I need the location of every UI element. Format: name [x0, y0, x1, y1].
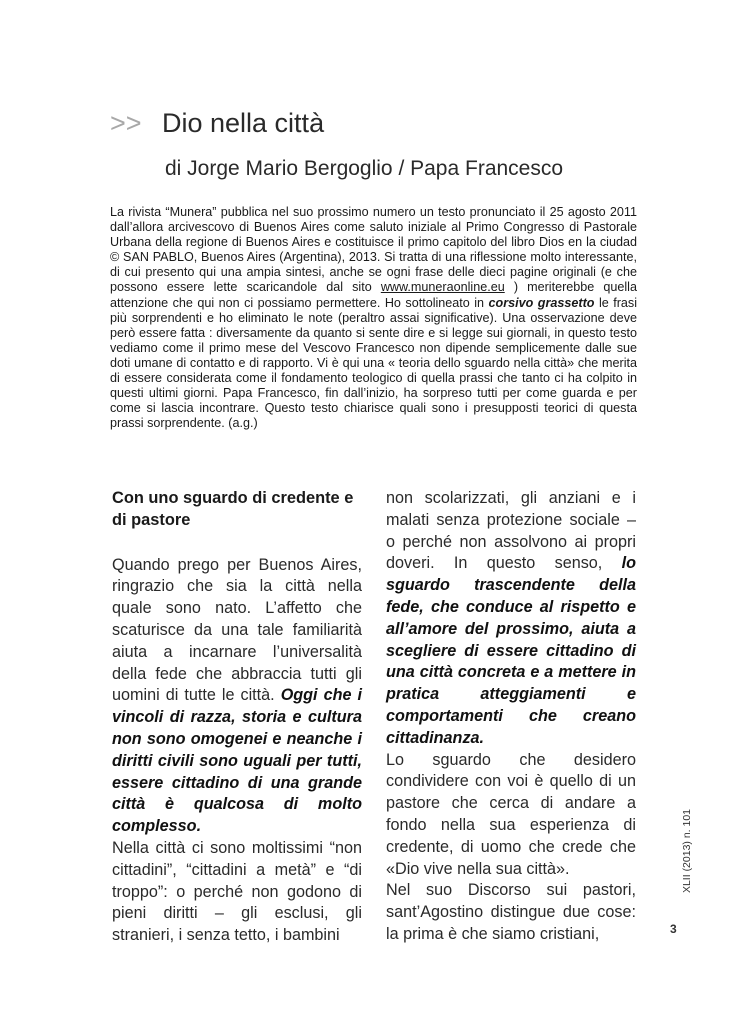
website-link[interactable]: www.muneraonline.eu	[380, 280, 505, 295]
intro-text-part-b: ) meriterebbe quella attenzione che qui non ci possiamo permettere. Ho sottolineato in	[110, 280, 637, 310]
left-bold-italic: Oggi che i vincoli di razza, storia e cultura non sono omogenei e neanche i diritti civili sono uguali per tutti, essere cittadino di una grande città è qualcosa di molto complesso.	[112, 686, 362, 836]
intro-paragraph	[110, 205, 637, 431]
issue-label	[676, 800, 696, 910]
right-paragraph-3: Nel suo Discorso sui pastori, sant’Agostino distingue due cose: la prima è che siamo cristiani,	[386, 881, 636, 943]
left-paragraph-2: Nella città ci sono moltissimi “non cittadini”, “cittadini a metà” e “di troppo”: o perché non godono di pieni diritti – gli esclusi, gli stranieri, i senza tetto, i bambini	[112, 838, 362, 945]
intro-emphasis: corsivo grassetto	[488, 295, 595, 310]
intro-text-part-c: le frasi più sorprendenti e ho eliminato le note (peraltro assai significative). Una osservazione deve però essere fatta : diversamente da quanto si sente dire e si legge sui giornali, in questo testo vediamo come il primo mese del Vescovo Francesco non dipende semplicemente dalle sue doti umane di contatto e di rapporto. Vi è qui una « teoria dello sguardo nella città» che merita di essere considerata come il fondamento teologico di quella prassi che tanto ci ha colpito in questi ultimi giorni. Papa Francesco, fin dall’inizio, ha sorpreso tutti per come guarda e per come si lascia incontrare. Questo testo chiarisce quali sono i presupposti teorici di questa prassi sorprendente. (a.g.)	[110, 295, 637, 431]
left-paragraph	[112, 555, 362, 838]
header-arrows: >>	[110, 108, 142, 138]
right-text-a: non scolarizzati, gli anziani e i malati senza protezione sociale – o perché non assolvono ai propri doveri. In questo senso,	[386, 489, 636, 573]
issue-text: XLII (2013) n. 101	[681, 808, 693, 894]
article-header	[110, 108, 670, 139]
article-title: Dio nella città	[162, 108, 325, 138]
page-number: 3	[670, 922, 677, 936]
section-title: Con uno sguardo di credente e di pastore	[112, 489, 354, 529]
right-column	[386, 488, 636, 946]
left-text-a: Quando prego per Buenos Aires, ringrazio che sia la città nella quale sono nato. L’affetto che scaturisce da una tale familiarità aiuta a incarnare l’universalità della fede che abbraccia tutti gli uomini di tutte le città.	[112, 555, 362, 705]
left-column	[112, 488, 362, 947]
right-paragraph-1	[386, 488, 636, 750]
right-paragraph-2: Lo sguardo che desidero condividere con voi è quello di un pastore che cerca di andare a fondo nella sua esperienza di credente, di uomo che crede che «Dio vive nella sua città».	[386, 750, 636, 878]
intro-text-part-a: La rivista “Munera” pubblica nel suo prossimo numero un testo pronunciato il 25 agosto 2011 dall’allora arcivescovo di Buenos Aires come saluto iniziale al Primo Congresso di Pastorale Urbana della regione di Buenos Aires e costituisce il primo capitolo del libro Dios en la ciudad © SAN PABLO, Buenos Aires (Argentina), 2013. Si tratta di una riflessione molto interessante, di cui presento qui una ampia sintesi, anche se ogni frase delle dieci pagine originali (e che possono essere lette scaricandole dal sito	[110, 205, 637, 295]
article-byline: di Jorge Mario Bergoglio / Papa Francesco	[165, 157, 564, 180]
right-bold-italic: lo sguardo trascendente della fede, che conduce al rispetto e all’amore del prossimo, aiuta a scegliere di essere cittadino di una città concreta e a mettere in pratica atteggiamenti e comportamenti che creano cittadinanza.	[386, 554, 636, 747]
